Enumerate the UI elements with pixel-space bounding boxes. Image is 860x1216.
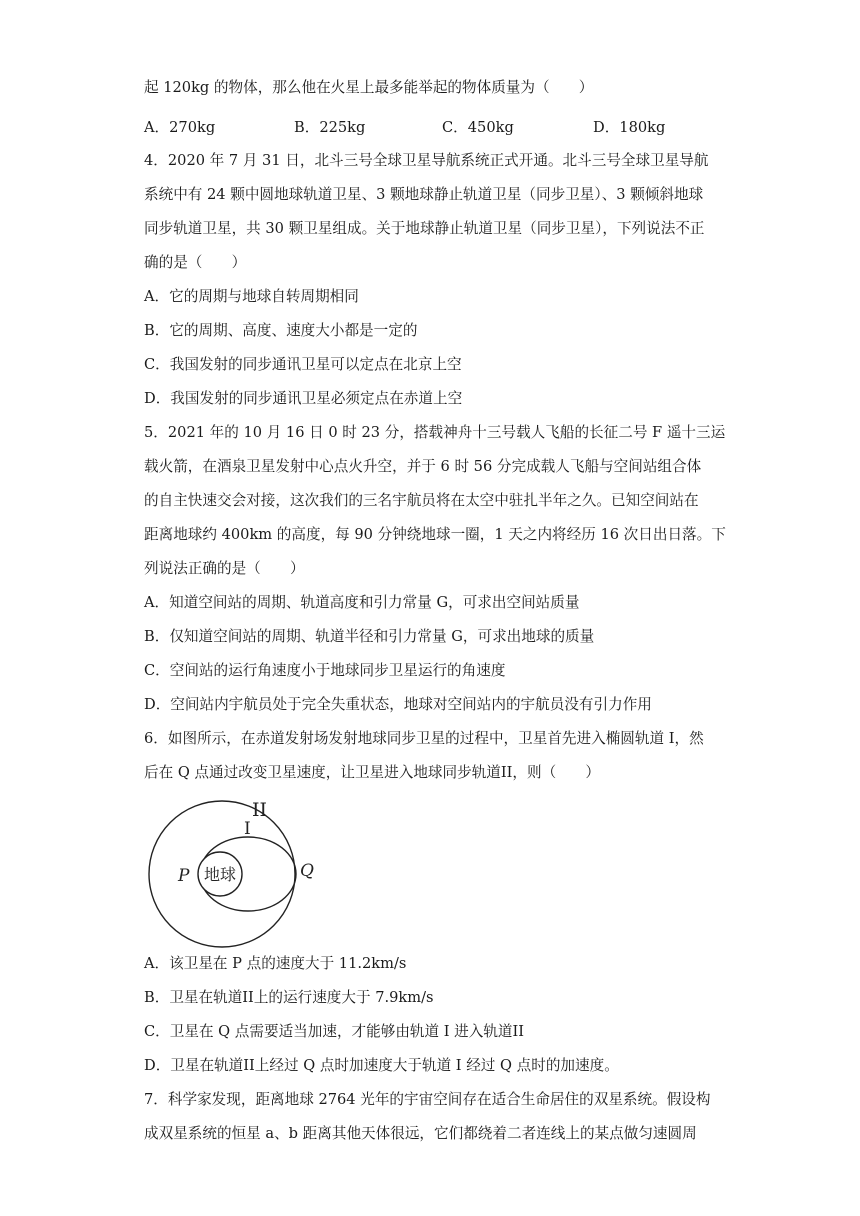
q6-option-d: D．卫星在轨道II上经过 Q 点时加速度大于轨道 I 经过 Q 点时的加速度。 — [144, 1057, 619, 1074]
q5-text-line: 列说法正确的是（ ） — [144, 560, 305, 577]
q4-text-line: 同步轨道卫星，共 30 颗卫星组成。关于地球静止轨道卫星（同步卫星），下列说法不正 — [144, 220, 705, 237]
q5-option-a: A．知道空间站的周期、轨道高度和引力常量 G，可求出空间站质量 — [144, 594, 580, 611]
q6-text-line: 6．如图所示，在赤道发射场发射地球同步卫星的过程中，卫星首先进入椭圆轨道 I，然 — [144, 730, 704, 747]
q5-option-d: D．空间站内宇航员处于完全失重状态，地球对空间站内的宇航员没有引力作用 — [144, 696, 652, 713]
q6-option-b: B．卫星在轨道II上的运行速度大于 7.9km/s — [144, 989, 434, 1006]
q3-options — [144, 118, 744, 138]
orbit-diagram — [140, 792, 340, 952]
q5-option-c: C．空间站的运行角速度小于地球同步卫星运行的角速度 — [144, 662, 506, 679]
q4-option-b: B．它的周期、高度、速度大小都是一定的 — [144, 322, 418, 339]
orbit-1-label: I — [244, 819, 251, 839]
q4-option-a: A．它的周期与地球自转周期相同 — [144, 288, 359, 305]
q7-text-line: 7．科学家发现，距离地球 2764 光年的宇宙空间存在适合生命居住的双星系统。假设构 — [144, 1091, 711, 1108]
point-q-label: Q — [300, 861, 314, 881]
q6-option-c: C．卫星在 Q 点需要适当加速，才能够由轨道 I 进入轨道II — [144, 1023, 525, 1040]
q5-text-line: 的自主快速交会对接，这次我们的三名宇航员将在太空中驻扎半年之久。已知空间站在 — [144, 492, 699, 509]
q7-text-line: 成双星系统的恒星 a、b 距离其他天体很远，它们都绕着二者连线上的某点做匀速圆周 — [144, 1125, 697, 1142]
q6-option-a: A．该卫星在 P 点的速度大于 11.2km/s — [144, 955, 407, 972]
orbit-2-label: II — [252, 799, 268, 821]
point-p-label: P — [178, 866, 190, 886]
q5-text-line: 载火箭，在酒泉卫星发射中心点火升空，并于 6 时 56 分完成载人飞船与空间站组合体 — [144, 458, 702, 475]
q4-option-c: C．我国发射的同步通讯卫星可以定点在北京上空 — [144, 356, 462, 373]
q4-text-line: 4．2020 年 7 月 31 日，北斗三号全球卫星导航系统正式开通。北斗三号全球卫星导航 — [144, 152, 709, 169]
q6-text-line: 后在 Q 点通过改变卫星速度，让卫星进入地球同步轨道II，则（ ） — [144, 764, 600, 781]
q5-text-line: 距离地球约 400km 的高度，每 90 分钟绕地球一圈，1 天之内将经历 16 次日出日落。下 — [144, 526, 726, 543]
q3-option-d: D．180kg — [593, 119, 666, 136]
q4-text-line: 系统中有 24 颗中圆地球轨道卫星、3 颗地球静止轨道卫星（同步卫星）、3 颗倾斜地球 — [144, 186, 704, 203]
q4-option-d: D．我国发射的同步通讯卫星必须定点在赤道上空 — [144, 390, 463, 407]
q4-text-line: 确的是（ ） — [144, 254, 247, 271]
q3-text-line: 起 120kg 的物体，那么他在火星上最多能举起的物体质量为（ ） — [144, 79, 594, 96]
q5-text-line: 5．2021 年的 10 月 16 日 0 时 23 分，搭载神舟十三号载人飞船的长征二号 F 遥十三运 — [144, 424, 726, 441]
q3-option-a: A．270kg — [144, 119, 216, 136]
q3-option-b: B．225kg — [294, 119, 366, 136]
q5-option-b: B．仅知道空间站的周期、轨道半径和引力常量 G，可求出地球的质量 — [144, 628, 595, 645]
q3-option-c: C．450kg — [442, 119, 514, 136]
earth-label: 地球 — [203, 865, 237, 884]
